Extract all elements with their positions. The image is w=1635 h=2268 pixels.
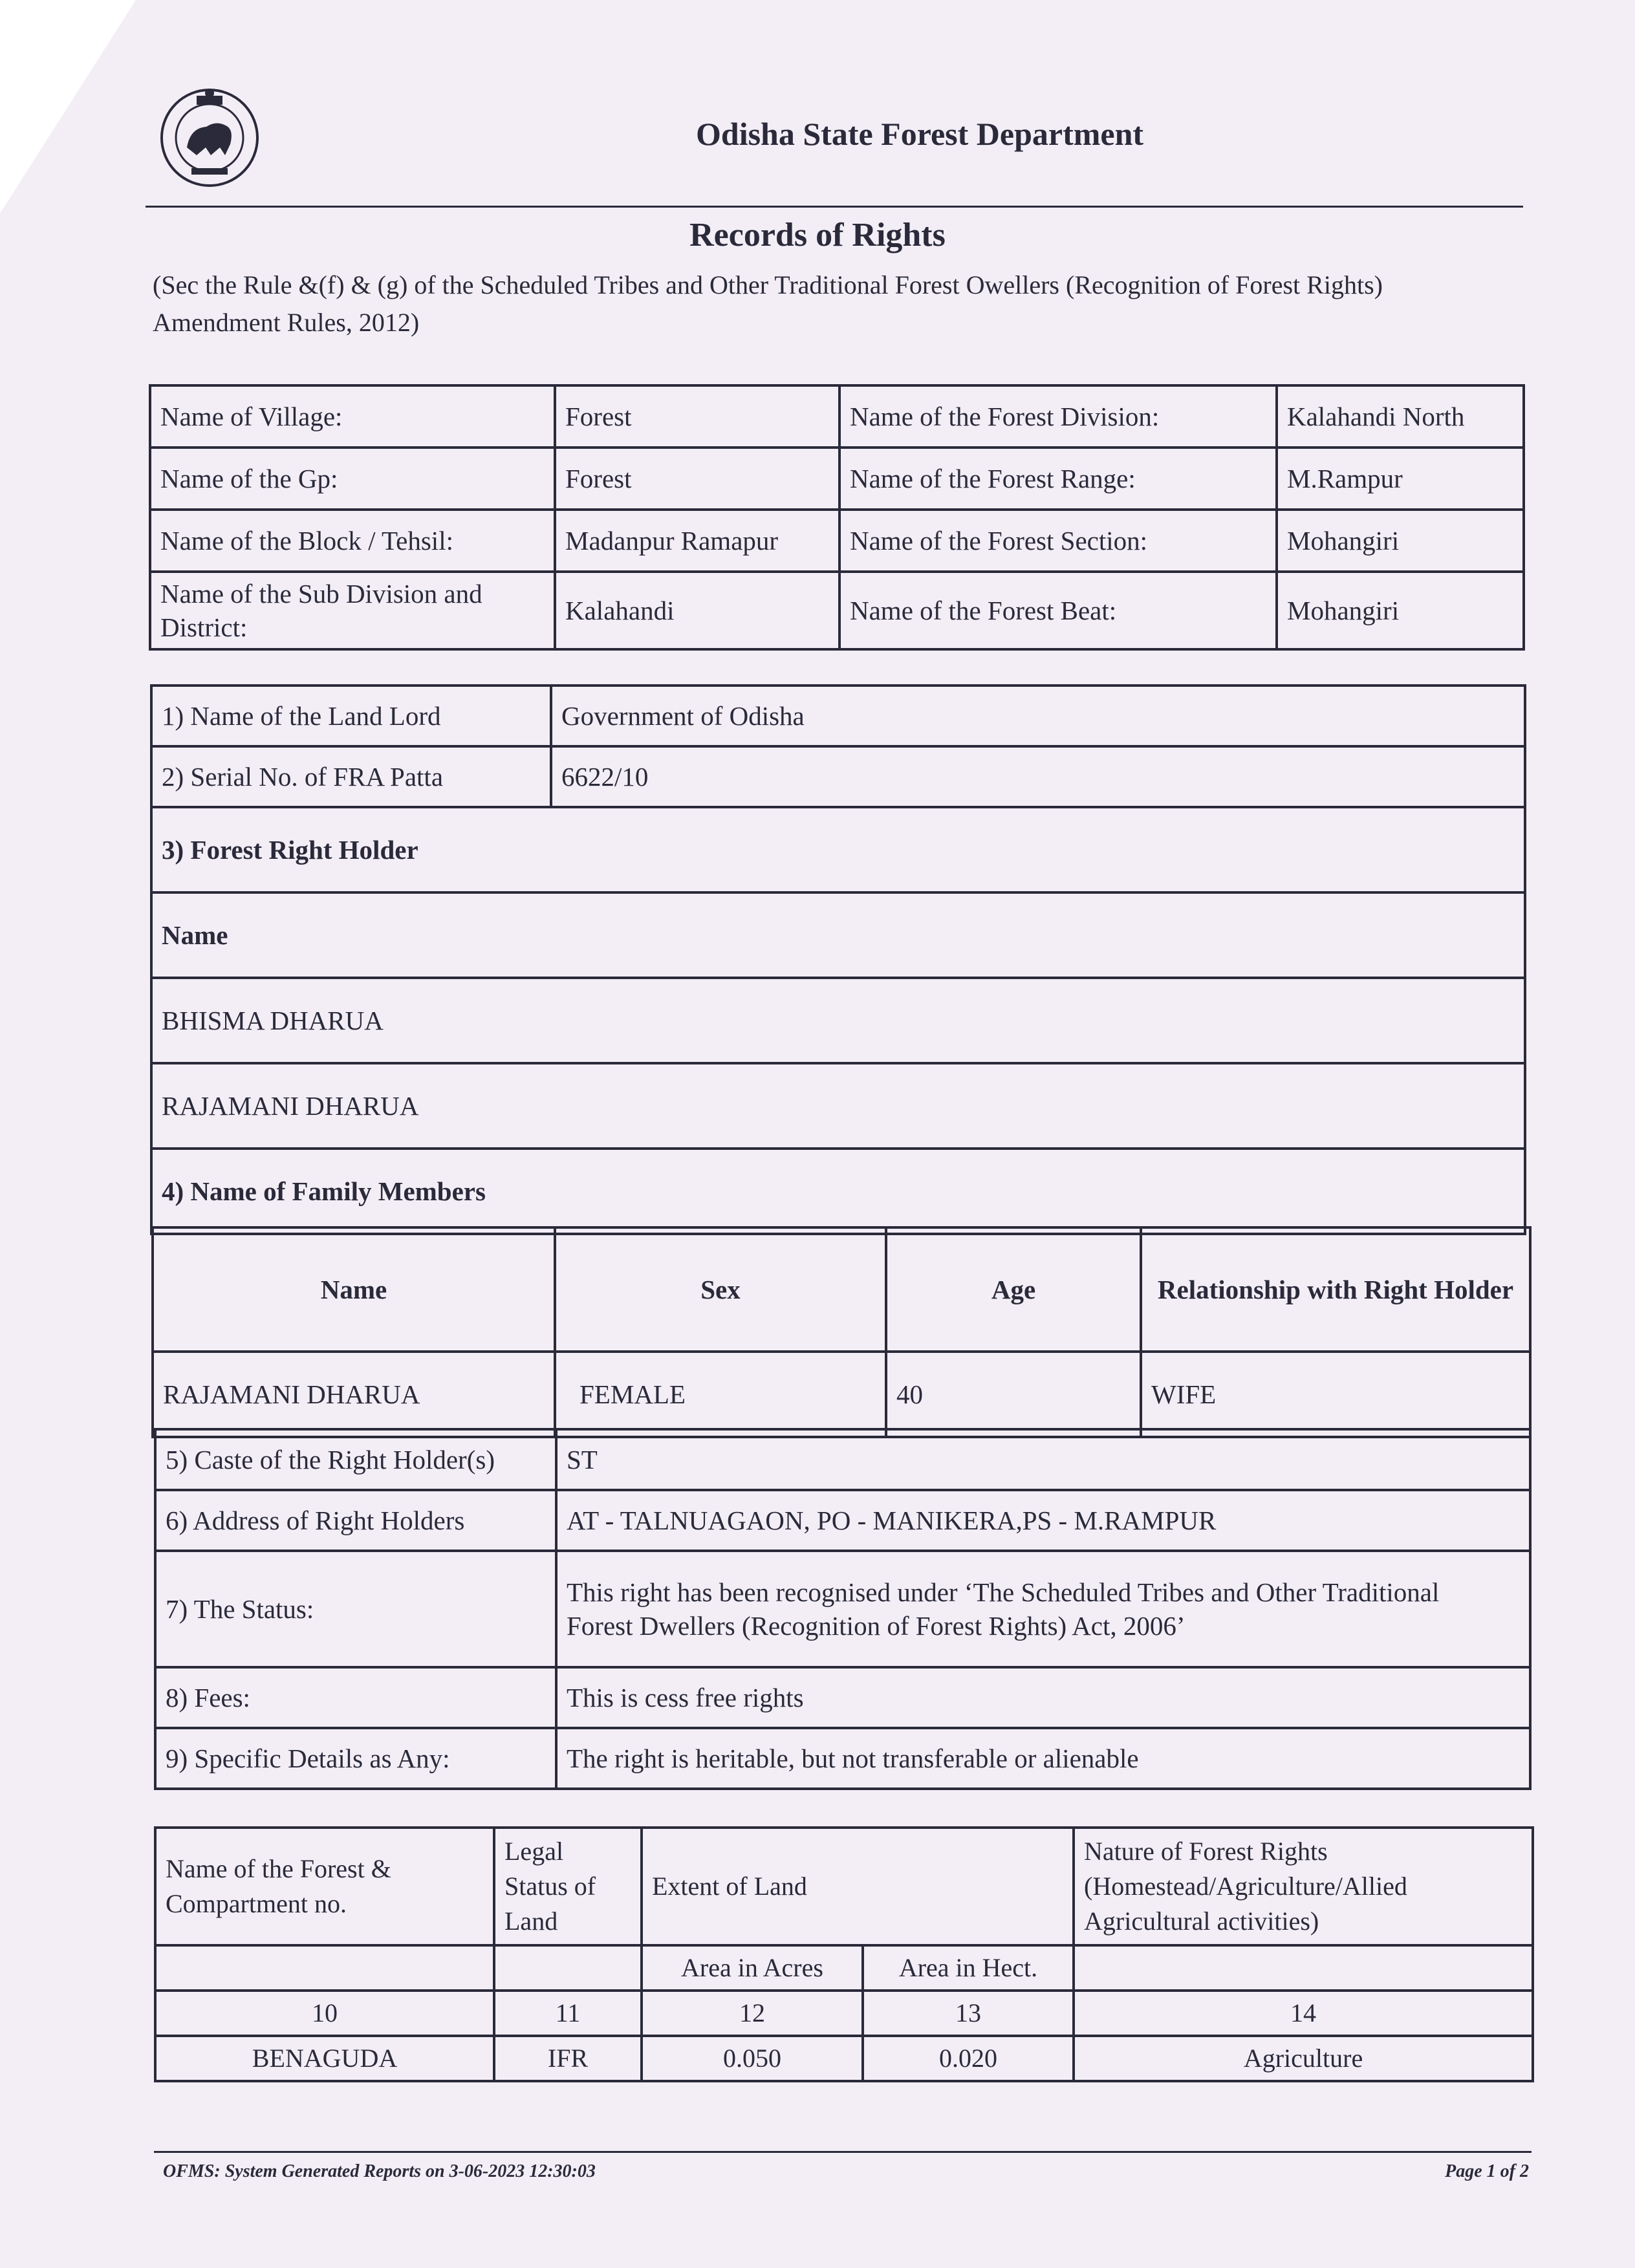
block-label: Name of the Block / Tehsil:: [150, 510, 555, 572]
forest-beat-value: Mohangiri: [1277, 572, 1524, 649]
table-header-row: [155, 1945, 1533, 1991]
forest-division-label: Name of the Forest Division:: [839, 385, 1277, 448]
empty-cell: [1074, 1945, 1533, 1991]
land-lord-label: 1) Name of the Land Lord: [151, 686, 551, 746]
forest-beat-label: Name of the Forest Beat:: [839, 572, 1277, 649]
legal-status-value: IFR: [494, 2036, 642, 2081]
table-row: [155, 1429, 1530, 1490]
family-table: [151, 1226, 1532, 1438]
forest-range-label: Name of the Forest Range:: [839, 448, 1277, 510]
village-label: Name of Village:: [150, 385, 555, 448]
page-number: Page 1 of 2: [1445, 2161, 1529, 2181]
table-row: [151, 1063, 1525, 1149]
holder-name: RAJAMANI DHARUA: [151, 1063, 1525, 1149]
page-subtitle: (Sec the Rule &(f) & (g) of the Scheduled Tribes and Other Traditional Forest Owellers (Recognition of Forest Rights) Amendment Rules, 2012): [153, 270, 1383, 337]
table-row: [155, 1991, 1533, 2036]
column-header-forest: Name of the Forest & Compartment no.: [155, 1828, 494, 1945]
address-label: 6) Address of Right Holders: [155, 1490, 556, 1551]
holder-table: [150, 684, 1526, 1235]
column-header-hect: Area in Hect.: [863, 1945, 1074, 1991]
details-table: [154, 1428, 1532, 1790]
column-number: 13: [863, 1991, 1074, 2036]
serial-label: 2) Serial No. of FRA Patta: [151, 746, 551, 807]
status-line-2: Forest Dwellers (Recognition of Forest Rights) Act, 2006’: [567, 1611, 1186, 1641]
table-row: [151, 1149, 1525, 1234]
caste-value: ST: [556, 1429, 1530, 1490]
header-rule: [146, 206, 1523, 208]
column-header-age: Age: [886, 1227, 1141, 1352]
table-row: [150, 572, 1524, 649]
family-heading: 4) Name of Family Members: [151, 1149, 1525, 1234]
right-holder-heading: 3) Forest Right Holder: [151, 807, 1525, 892]
table-row: [151, 686, 1525, 746]
area-acres-value: 0.050: [642, 2036, 863, 2081]
status-line-1: This right has been recognised under ‘The Scheduled Tribes and Other Traditional: [567, 1577, 1440, 1607]
table-row: [155, 1667, 1530, 1728]
table-row: [155, 1551, 1530, 1667]
table-row: [153, 1352, 1530, 1437]
status-value: [556, 1551, 1530, 1667]
table-header-row: [155, 1828, 1533, 1945]
column-header-sex: Sex: [555, 1227, 886, 1352]
name-heading: Name: [151, 892, 1525, 978]
footer-report-info: OFMS: System Generated Reports on 3-06-2023 12:30:03: [163, 2161, 596, 2181]
forest-compartment-value: BENAGUDA: [155, 2036, 494, 2081]
table-row: [155, 1728, 1530, 1789]
table-row: [151, 892, 1525, 978]
column-header-nature: Nature of Forest Rights (Homestead/Agriculture/Allied Agricultural activities): [1074, 1828, 1533, 1945]
forest-division-value: Kalahandi North: [1277, 385, 1524, 448]
area-hect-value: 0.020: [863, 2036, 1074, 2081]
serial-value: 6622/10: [551, 746, 1525, 807]
member-sex: FEMALE: [555, 1352, 886, 1437]
forest-section-value: Mohangiri: [1277, 510, 1524, 572]
table-row: [151, 746, 1525, 807]
odisha-emblem-icon: [158, 83, 261, 193]
table-row: [151, 807, 1525, 892]
member-name: RAJAMANI DHARUA: [153, 1352, 555, 1437]
fees-label: 8) Fees:: [155, 1667, 556, 1728]
column-header-legal-status: Legal Status of Land: [494, 1828, 642, 1945]
table-row: [155, 1490, 1530, 1551]
column-header-relationship: Relationship with Right Holder: [1141, 1227, 1530, 1352]
gp-value: Forest: [555, 448, 839, 510]
table-header-row: [153, 1227, 1530, 1352]
page-title: Records of Rights: [689, 217, 946, 254]
forest-section-label: Name of the Forest Section:: [839, 510, 1277, 572]
subdivision-label: Name of the Sub Division and District:: [150, 572, 555, 649]
table-row: [155, 2036, 1533, 2081]
land-table: [154, 1826, 1534, 2082]
gp-label: Name of the Gp:: [150, 448, 555, 510]
table-row: [150, 385, 1524, 448]
department-title: Odisha State Forest Department: [696, 116, 1144, 152]
column-header-acres: Area in Acres: [642, 1945, 863, 1991]
table-row: [150, 448, 1524, 510]
column-number: 11: [494, 1991, 642, 2036]
village-value: Forest: [555, 385, 839, 448]
member-relationship: WIFE: [1141, 1352, 1530, 1437]
location-table: [149, 384, 1525, 651]
address-value: AT - TALNUAGAON, PO - MANIKERA,PS - M.RAMPUR: [556, 1490, 1530, 1551]
nature-value: Agriculture: [1074, 2036, 1533, 2081]
member-age: 40: [886, 1352, 1141, 1437]
column-header-extent: Extent of Land: [642, 1828, 1074, 1945]
folded-corner: [0, 0, 136, 213]
table-row: [151, 978, 1525, 1063]
footer-rule: [154, 2151, 1532, 2153]
block-value: Madanpur Ramapur: [555, 510, 839, 572]
column-number: 12: [642, 1991, 863, 2036]
column-number: 10: [155, 1991, 494, 2036]
fees-value: This is cess free rights: [556, 1667, 1530, 1728]
empty-cell: [155, 1945, 494, 1991]
column-header-name: Name: [153, 1227, 555, 1352]
empty-cell: [494, 1945, 642, 1991]
land-lord-value: Government of Odisha: [551, 686, 1525, 746]
subdivision-value: Kalahandi: [555, 572, 839, 649]
caste-label: 5) Caste of the Right Holder(s): [155, 1429, 556, 1490]
table-row: [150, 510, 1524, 572]
forest-range-value: M.Rampur: [1277, 448, 1524, 510]
status-label: 7) The Status:: [155, 1551, 556, 1667]
column-number: 14: [1074, 1991, 1533, 2036]
holder-name: BHISMA DHARUA: [151, 978, 1525, 1063]
specific-details-label: 9) Specific Details as Any:: [155, 1728, 556, 1789]
specific-details-value: The right is heritable, but not transferable or alienable: [556, 1728, 1530, 1789]
